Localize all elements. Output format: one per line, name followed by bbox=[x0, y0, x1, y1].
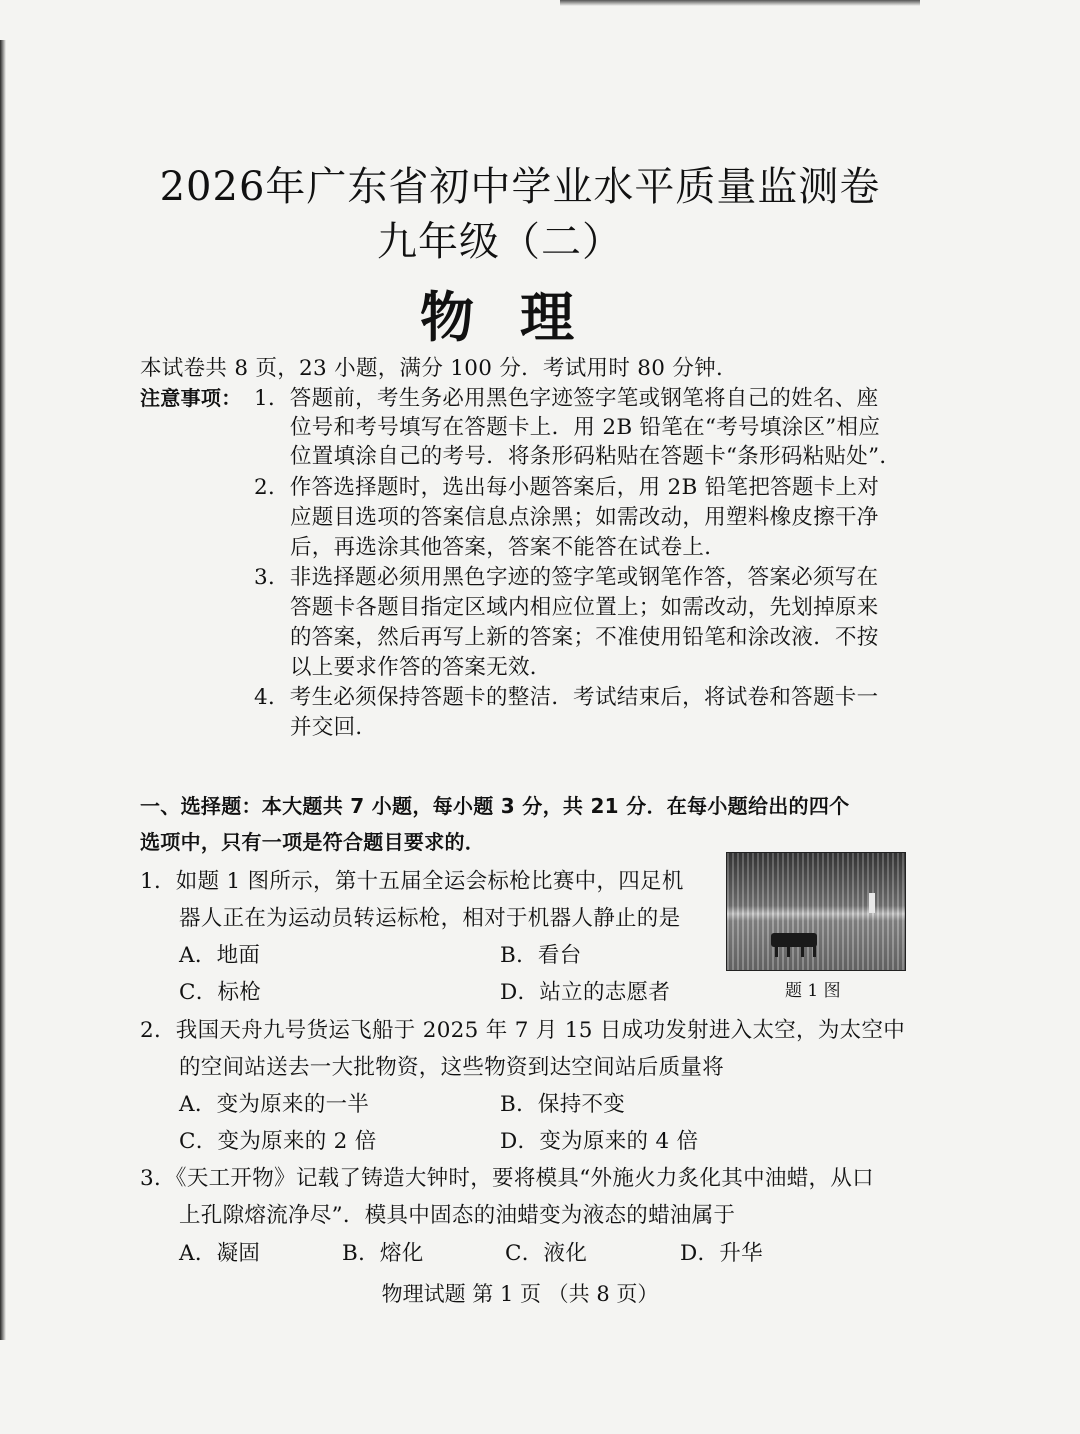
note-line: 位置填涂自己的考号．将条形码粘贴在答题卡“条形码粘贴处”． bbox=[290, 444, 902, 469]
option: C．变为原来的 2 倍 bbox=[179, 1129, 377, 1154]
option: B．看台 bbox=[500, 943, 582, 968]
note-line: 后，再选涂其他答案，答案不能答在试卷上． bbox=[290, 535, 727, 560]
section-heading: 一、选择题：本大题共 7 小题，每小题 3 分，共 21 分．在每小题给出的四个 bbox=[140, 794, 850, 818]
option: D．变为原来的 4 倍 bbox=[500, 1129, 699, 1154]
note-line: 的答案，然后再写上新的答案；不准使用铅笔和涂改液．不按 bbox=[290, 625, 879, 650]
option: A．凝固 bbox=[179, 1241, 261, 1266]
option: D．站立的志愿者 bbox=[500, 980, 671, 1005]
robot-leg bbox=[775, 945, 778, 957]
volunteer-figure bbox=[869, 893, 875, 913]
question-stem: 器人正在为运动员转运标枪，相对于机器人静止的是 bbox=[179, 906, 681, 931]
note-line: 2．作答选择题时，选出每小题答案后，用 2B 铅笔把答题卡上对 bbox=[254, 475, 880, 500]
note-line: 并交回． bbox=[290, 715, 378, 740]
figure-caption: 题 1 图 bbox=[785, 981, 841, 1001]
question-stem: 2．我国天舟九号货运飞船于 2025 年 7 月 15 日成功发射进入太空，为太空中 bbox=[140, 1018, 906, 1043]
robot-leg bbox=[813, 945, 816, 957]
note-line: 答题卡各题目指定区域内相应位置上；如需改动，先划掉原来 bbox=[290, 595, 879, 620]
option: A．地面 bbox=[179, 943, 261, 968]
note-line: 应题目选项的答案信息点涂黑；如需改动，用塑料橡皮擦干净 bbox=[290, 505, 879, 530]
question-stem: 的空间站送去一大批物资，这些物资到达空间站后质量将 bbox=[179, 1055, 725, 1080]
note-line: 以上要求作答的答案无效． bbox=[290, 655, 552, 680]
exam-title: 2026年广东省初中学业水平质量监测卷 bbox=[159, 164, 881, 210]
option: C．液化 bbox=[505, 1241, 588, 1266]
note-line: 3．非选择题必须用黑色字迹的签字笔或钢笔作答，答案必须写在 bbox=[254, 565, 879, 590]
option: C．标枪 bbox=[179, 980, 262, 1005]
section-heading: 选项中，只有一项是符合题目要求的． bbox=[140, 830, 486, 854]
page-footer: 物理试题 第 1 页 （共 8 页） bbox=[381, 1282, 659, 1306]
robot-leg bbox=[787, 945, 790, 957]
robot-leg bbox=[801, 945, 804, 957]
scan-edge-top bbox=[560, 0, 920, 6]
question-stem: 1．如题 1 图所示，第十五届全运会标枪比赛中，四足机 bbox=[140, 869, 684, 894]
option: D．升华 bbox=[680, 1241, 763, 1266]
question-stem: 3．《天工开物》记载了铸造大钟时，要将模具“外施火力炙化其中油蜡，从口 bbox=[140, 1166, 874, 1191]
grade-title: 九年级（二） bbox=[377, 219, 623, 265]
note-line: 位号和考号填写在答题卡上．用 2B 铅笔在“考号填涂区”相应 bbox=[290, 415, 881, 440]
question-stem: 上孔隙熔流净尽”．模具中固态的油蜡变为液态的蜡油属于 bbox=[179, 1203, 736, 1228]
subject-title: 物理 bbox=[420, 286, 620, 349]
option: A．变为原来的一半 bbox=[179, 1092, 370, 1117]
note-line: 1．答题前，考生务必用黑色字迹签字笔或钢笔将自己的姓名、座 bbox=[254, 386, 879, 411]
notes-label: 注意事项： bbox=[140, 386, 242, 410]
note-line: 4．考生必须保持答题卡的整洁．考试结束后，将试卷和答题卡一 bbox=[254, 685, 879, 710]
option: B．保持不变 bbox=[500, 1092, 626, 1117]
option: B．熔化 bbox=[342, 1241, 424, 1266]
javelin-robot-photo bbox=[726, 852, 906, 971]
exam-info: 本试卷共 8 页，23 小题，满分 100 分．考试用时 80 分钟． bbox=[140, 356, 738, 381]
